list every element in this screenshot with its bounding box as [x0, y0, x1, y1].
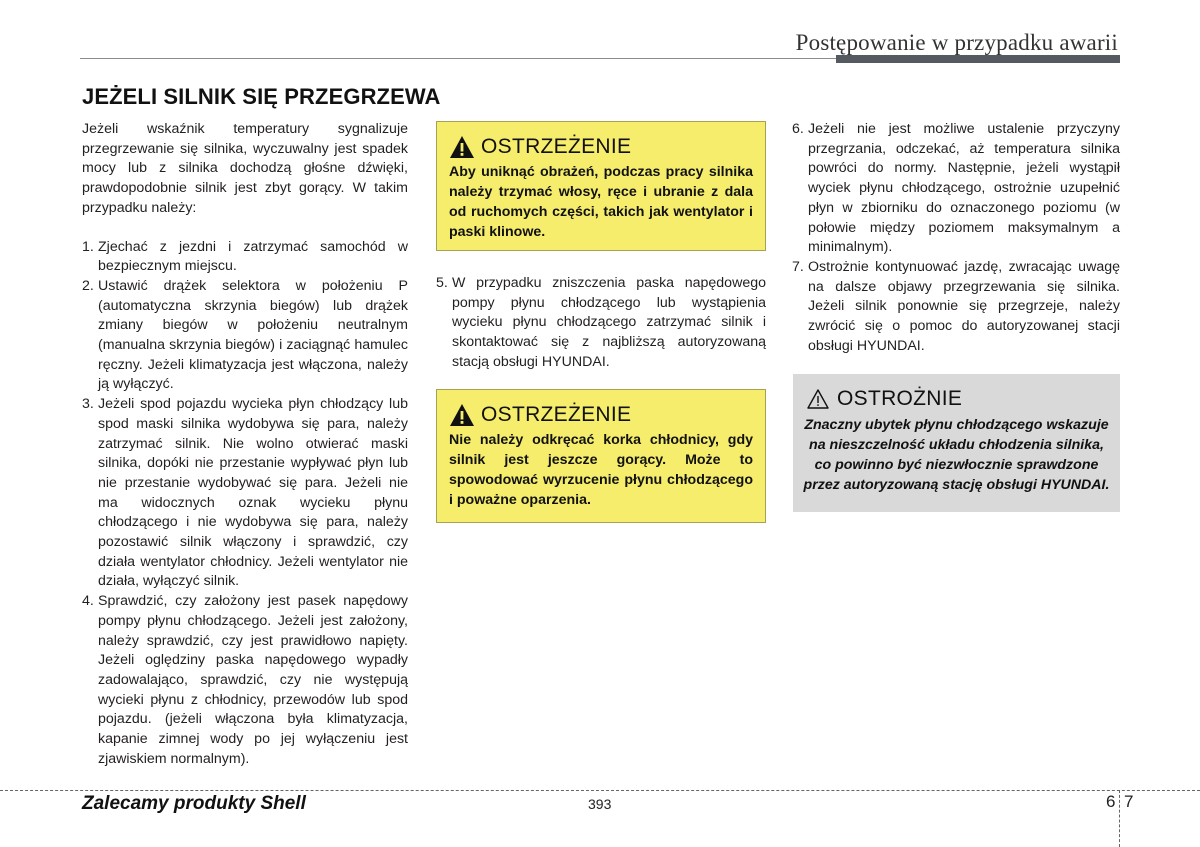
caution-triangle-icon: [807, 388, 829, 410]
list-item: 5. W przypadku zniszczenia paska napędowego pompy płynu chłodzącego lub wystąpienia wycieku płynu chłodzącego zatrzymać silnik i skontaktować się z najbliższą autoryzowaną stacją obsługi HYUNDAI.: [436, 275, 766, 370]
footer-page-counter: 393: [588, 796, 612, 812]
column-middle: [436, 274, 766, 373]
warning-triangle-icon: [449, 135, 475, 159]
footer-page-number: 7: [1124, 792, 1134, 811]
list-item: 3. Jeżeli spod pojazdu wycieka płyn chłodzący lub spod maski silnika wydobywa się para, należy zatrzymać silnik. Nie wolno otwierać maski silnika, dopóki nie przestanie wypływać płyn lub nie przestanie wydobywać się para. Jeżeli nie ma widocznych oznak wycieku płynu chłodzącego i nie wydobywa się para, należy pozostawić silnik włączony i sprawdzić, czy działa wentylator chłodnicy. Jeżeli wentylator nie działa, wyłączyć silnik.: [82, 396, 408, 590]
warning-header: [449, 134, 765, 160]
list-item: 2. Ustawić drążek selektora w położeniu P (automatyczna skrzynia biegów) lub drążek zmiany biegów w położeniu neutralnym (manualna skrzynia biegów) i zaciągnąć hamulec ręczny. Jeżeli klimatyzacja jest włączona, należy ją wyłączyć.: [82, 277, 408, 393]
header-bar: [836, 55, 1120, 63]
list-item: 7. Ostrożnie kontynuować jazdę, zwracając uwagę na dalsze objawy przegrzewania się silnika. Jeżeli silnik ponownie się przegrzeje, należy zwrócić się o pomoc do autoryzowanej stacji obsługi HYUNDAI.: [792, 258, 1120, 354]
list-item: 4. Sprawdzić, czy założony jest pasek napędowy pompy płynu chłodzącego. Jeżeli jest założony, należy sprawdzić, czy jest prawidłowo napięty. Jeżeli oględziny paska napędowego wypadły zadowalająco, sprawdzić, czy nie występują wycieki płynu z chłodnicy, przewodów lub spod pojazdu. (jeżeli włączona była klimatyzacja, kapanie zimnej wody po jej wyłączeniu jest zjawiskiem normalnym).: [82, 593, 408, 767]
warning-triangle-icon: [449, 403, 475, 427]
warning-box-radiator-cap: [436, 389, 766, 523]
warning-title: OSTRZEŻENIE: [481, 135, 632, 158]
warning-text: Nie należy odkręcać korka chłodnicy, gdy silnik jest jeszcze gorący. Może to spowodować wyrzucenie płynu chłodzącego i poważne oparzenia.: [449, 432, 753, 508]
warning-title: OSTRZEŻENIE: [481, 403, 632, 426]
warning-text: Aby uniknąć obrażeń, podczas pracy silnika należy trzymać włosy, ręce i ubranie z dala od ruchomych części, takich jak wentylator i paski klinowe.: [449, 164, 753, 240]
footer-divider: [1119, 790, 1120, 847]
intro-paragraph: Jeżeli wskaźnik temperatury sygnalizuje przegrzewanie się silnika, wyczuwalny jest spadek mocy lub z silnika dochodzą głośne dźwięki, prawdopodobnie silnik jest zbyt gorący. W takim przypadku należy:: [82, 121, 408, 216]
warning-box-moving-parts: [436, 121, 766, 251]
footer-brand: Zalecamy produkty Shell: [82, 793, 306, 814]
header-title: Postępowanie w przypadku awarii: [795, 30, 1118, 55]
header-rule: [80, 58, 840, 59]
warning-header: [449, 402, 765, 428]
list-item: 6. Jeżeli nie jest możliwe ustalenie przyczyny przegrzania, odczekać, aż temperatura silnika powróci do normy. Następnie, jeżeli wystąpił wyciek płynu chłodzącego, ostrożnie uzupełnić płyn w zbiorniku do oznaczonego poziomu (w połowie między poziomem maksymalnym a minimalnym).: [792, 121, 1120, 256]
column-right: [792, 120, 1120, 356]
caution-header: [807, 386, 1120, 412]
caution-box: [793, 374, 1120, 512]
footer-rule: [0, 790, 1200, 791]
section-title: JEŻELI SILNIK SIĘ PRZEGRZEWA: [82, 84, 441, 109]
column-left: [82, 120, 408, 770]
list-item: 1. Zjechać z jezdni i zatrzymać samochód w bezpiecznym miejscu.: [82, 238, 408, 275]
footer-chapter-number: 6: [1106, 792, 1116, 811]
caution-title: OSTROŻNIE: [837, 387, 963, 410]
caution-text: Znaczny ubytek płynu chłodzącego wskazuje na nieszczelność układu chłodzenia silnika, co powinno być niezwłocznie sprawdzone przez autoryzowaną stację obsługi HYUNDAI.: [803, 417, 1110, 493]
